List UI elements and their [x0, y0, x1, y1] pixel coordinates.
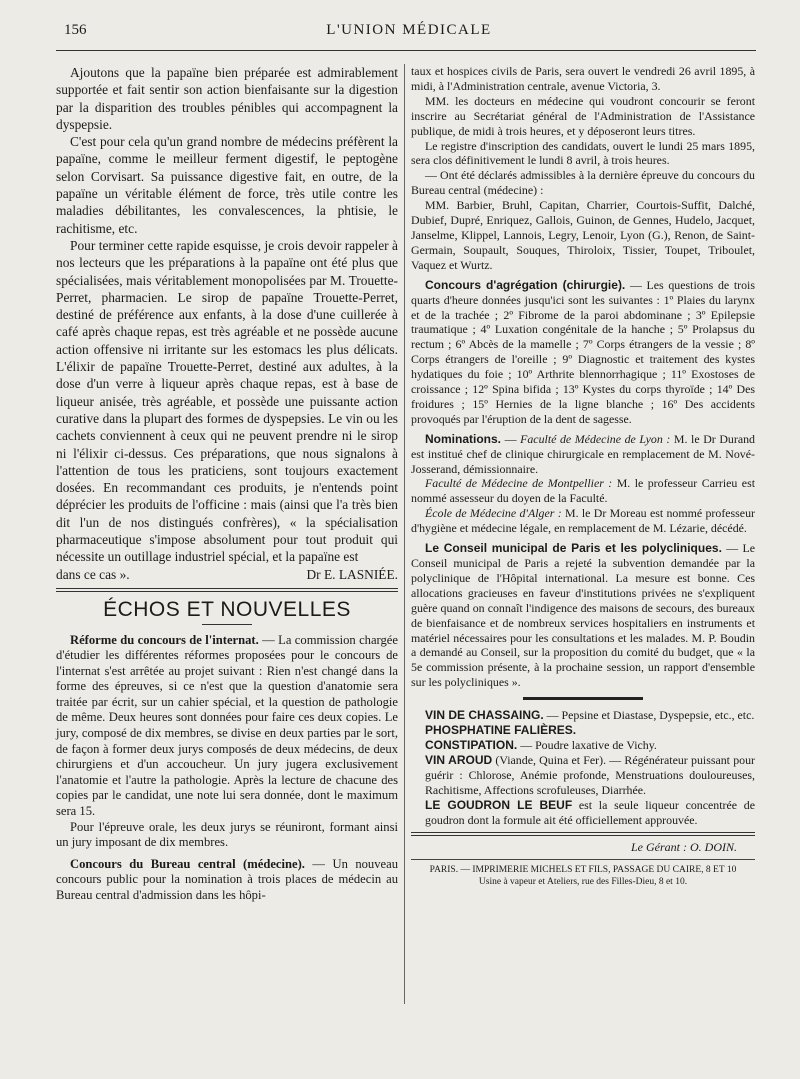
lyon-label: Faculté de Médecine de Lyon : — [520, 431, 671, 446]
header-rule — [56, 50, 756, 51]
agregation-body: — Les questions de trois quarts d'heure données jusqu'ici sont les suivantes : 1º Plaies du larynx et de la trachée ; 2º Fibrome de la paroi abdominane ; 3º Epilepsie traumatique ; 4º Luxation congénitale de la hanche ; 5º Prolapsus du rectum ; 6º Abcès de la mamelle ; 7º Corps étrangers de la vessie ; 8º Corps étrangers de l'oreille ; 9º Diagnostic et traitement des kystes hydatiques du foie ; 10º Arthrite blennorrhagique ; 11º Exostoses de croissance ; 12º Spina bifida ; 13º Kystes du corps thyroïde ; 14º Des froidures ; 15º Hernies de la ligne blanche ; 16º Des accidents provoqués par l'éruption de la dent de sagesse. — [411, 277, 755, 426]
conseil-heading: Le Conseil municipal de Paris et les polycliniques. — [425, 541, 722, 556]
bureau-continuation: taux et hospices civils de Paris, sera ouvert le vendredi 26 avril 1895, à midi, à l'Administration centrale, avenue Victoria, 3. — [411, 64, 755, 93]
lyon-body: M. le Dr Durand est institué chef de clinique chirurgicale en remplacement de M. Nové-Josserand, démissionnaire. — [411, 431, 755, 476]
page-number: 156 — [64, 22, 87, 38]
conseil-body: — Le Conseil municipal de Paris a rejeté la subvention demandée par la polyclinique de l'Hôpital international. La mesure est bonne. Ces allocations gracieuses en faveur d'institutions privées ne s'expliquent guère quand on connaît l'indigence des maisons de secours, des bureaux de bienfaisance et de nombreux services hospitaliers en instruments et matériel nécessaires pour les consultations et les malades. M. P. Boudin a demandé au Conseil, sur la proposition du comité du budget, que « la 5e commission présente, à la prochaine session, un rapport d'ensemble sur les polycliniques ». — [411, 541, 755, 690]
column-divider — [404, 64, 405, 1004]
ad-aroud-name: VIN AROUD — [425, 752, 493, 767]
ad-goudron-text: est la seule liqueur concentrée de goudron dont la formule ait été officiellement approuvée. — [425, 797, 755, 827]
ad-chassaing-text: — Pepsine et Diastase, Dyspepsie, etc., etc. — [543, 708, 755, 723]
ad-phosphatine-name: PHOSPHATINE FALIÈRES. — [425, 723, 577, 738]
printer-imprint — [411, 859, 755, 888]
agregation-heading: Concours d'agrégation (chirurgie). — [425, 277, 626, 292]
section-title: ÉCHOS ET NOUVELLES — [103, 597, 351, 621]
ad-constipation-text: — Poudre laxative de Vichy. — [517, 737, 657, 752]
admissibles-intro: — Ont été déclarés admissibles à la dernière épreuve du concours du Bureau central (médecine) : — [411, 168, 755, 198]
montpellier-item — [411, 476, 755, 506]
closing-text: dans ce cas ». — [56, 566, 130, 582]
signature-line — [56, 566, 398, 583]
ad-constipation — [411, 738, 755, 753]
left-column — [56, 64, 398, 904]
ad-goudron — [411, 798, 755, 828]
ad-constipation-name: CONSTIPATION. — [425, 737, 518, 752]
bureau-body: — Un nouveau concours public pour la nomination à trois places de médecin au Bureau central d'admission dans les hôpi- — [56, 856, 398, 902]
nominations-article: Nominations. — Faculté de Médecine de Lyon : M. le Dr Durand est institué chef de clinique chirurgicale en remplacement de M. Nové-Josserand, démissionnaire. — [411, 431, 755, 476]
conseil-article — [411, 541, 755, 690]
inscription-paragraph: MM. les docteurs en médecine qui voudront concourir se feront inscrire au Secrétariat général de l'Administration de l'Assistance publique, de midi à trois heures, et y déposeront leurs titres. — [411, 93, 755, 138]
montpellier-label: Faculté de Médecine de Montpellier : — [425, 476, 613, 491]
footer-double-rule — [411, 832, 755, 836]
alger-body: M. le Dr Moreau est nommé professeur d'hygiène et médecine légale, en remplacement de M. Lézarie, décédé. — [411, 506, 755, 536]
papaine-paragraph-1: Ajoutons que la papaïne bien préparée est admirablement supportée et fait sentir son action bienfaisante sur la digestion par la disparition des troubles pénibles qui accompagnent la dyspepsie. — [56, 65, 398, 132]
papaine-paragraph-3: Pour terminer cette rapide esquisse, je crois devoir rappeler à nos lecteurs que les préparations à la papaïne ont été plus que spécialisées, mais véritablement monopolisées par M. Trouette-Perret, pharmacien. Le sirop de papaïne Trouette-Perret, destiné de préférence aux enfants, à la dose d'une cuillerée à café après chaque repas, est très agréable et ne possède aucune action offensive ni irritante sur les estomacs les plus délicats. L'élixir de papaïne Trouette-Perret, destiné aux adultes, à la dose d'un verre à liqueur après chaque repas, est à base de liqueur anisée, très agréable, et possède une puissante action curative dans la plupart des formes de dyspepsies. Le vin ou les cachets conviennent à ceux qui ne peuvent prendre ni le sirop ni l'élixir ci-dessus. Ces préparations, que nous signalons à l'attention de tous les praticiens, sont toujours exactement dosées. En recommandant ces produits, je n'entends point déprécier les produits de l'officine : mais (ainsi que l'a très bien dit l'un de nos distingués confrères), « la spécialisation pharmaceutique s'impose absolument pour tout produit qui nécessite un outillage industriel spécial, et la papaïne est — [56, 237, 398, 565]
internat-article — [56, 633, 398, 820]
ad-aroud — [411, 753, 755, 798]
ad-chassaing-name: VIN DE CHASSAING. — [425, 708, 544, 723]
printer-line-2: Usine à vapeur et Ateliers, rue des Filles-Dieu, 8 et 10. — [478, 877, 688, 888]
internat-oral: Pour l'épreuve orale, les deux jurys se réuniront, formant ainsi un jury imposant de dix membres. — [56, 819, 398, 850]
right-column — [411, 64, 755, 888]
journal-title: L'UNION MÉDICALE — [326, 22, 492, 38]
gerant-line — [411, 840, 755, 855]
ads-separator — [523, 697, 643, 700]
ad-aroud-text: (Viande, Quina et Fer). — Régénérateur puissant pour guérir : Chlorose, Anémie profonde, Menstruations douloureuses, Rachitisme, Affections scrofuleuses, Diarrhée. — [425, 752, 755, 797]
admissibles-list: MM. Barbier, Bruhl, Capitan, Charrier, Courtois-Suffit, Dalché, Dubief, Dupré, Enriquez, Gallois, Guinon, de Gennes, Hudelo, Jacquet, Janselme, Klippel, Lannois, Legry, Lenoir, Lyon (G.), Renon, de Saint-Germain, Soupault, Souques, Thiroloix, Tissier, Toupet, Triboulet, Vaquez et Wurtz. — [411, 198, 755, 272]
agregation-article — [411, 278, 755, 427]
bureau-heading: Concours du Bureau central (médecine). — [70, 856, 305, 871]
alger-item — [411, 506, 755, 536]
bureau-article — [56, 857, 398, 904]
advertisements — [411, 708, 755, 827]
running-header — [64, 22, 754, 48]
ad-chassaing — [411, 708, 755, 723]
section-double-rule — [56, 588, 398, 592]
papaine-paragraph-2: C'est pour cela qu'un grand nombre de médecins préfèrent la papaïne, comme le meilleur ferment digestif, le peptogène selon Corvisart. Sa puissance digestive fait, en outre, de la papaïne un véritable élément de force, très utile contre les maladies débilitantes, les convalescences, la phtisie, le rachitisme, etc. — [56, 134, 398, 236]
internat-body: — La commission chargée d'étudier les différentes réformes proposées pour le concours de l'internat s'est arrêtée au projet suivant : Rien n'est changé dans la forme des épreuves, si ce n'est que la question d'anatomie sera traitée par écrit, sur un cahier spécial, et la question de pathologie de même. Deux heures sont données pour faire ces deux copies. Le jury, composé de dix membres, se divise en deux parties par le sort, de façon à former deux jurys composés de deux médecins, de deux chirurgiens et d'un accoucheur. Un jury jugera exclusivement l'anatomie et l'autre la pathologie. Après la lecture de chacune des copies par le candidat, une note lui sera donnée, dont le maximum sera 15. — [56, 632, 398, 819]
registre-paragraph: Le registre d'inscription des candidats, ouvert le lundi 25 mars 1895, sera clos définitivement le lundi 8 avril, à trois heures. — [411, 138, 755, 168]
title-underline — [202, 624, 252, 625]
montpellier-body: M. le professeur Carrieu est nommé assesseur du doyen de la Faculté. — [411, 476, 755, 506]
author-signature: Dr E. LASNIÉE. — [306, 566, 398, 582]
gerant-text: Le Gérant : O. DOIN. — [631, 840, 737, 855]
printer-line-1: PARIS. — IMPRIMERIE MICHELS ET FILS, PASSAGE DU CAIRE, 8 ET 10 — [429, 865, 737, 876]
nominations-heading: Nominations. — [425, 431, 502, 446]
alger-label: École de Médecine d'Alger : — [425, 506, 562, 521]
ad-phosphatine — [411, 723, 755, 738]
internat-heading: Réforme du concours de l'internat. — [70, 632, 259, 647]
ad-goudron-name: LE GOUDRON LE BEUF — [425, 797, 573, 812]
